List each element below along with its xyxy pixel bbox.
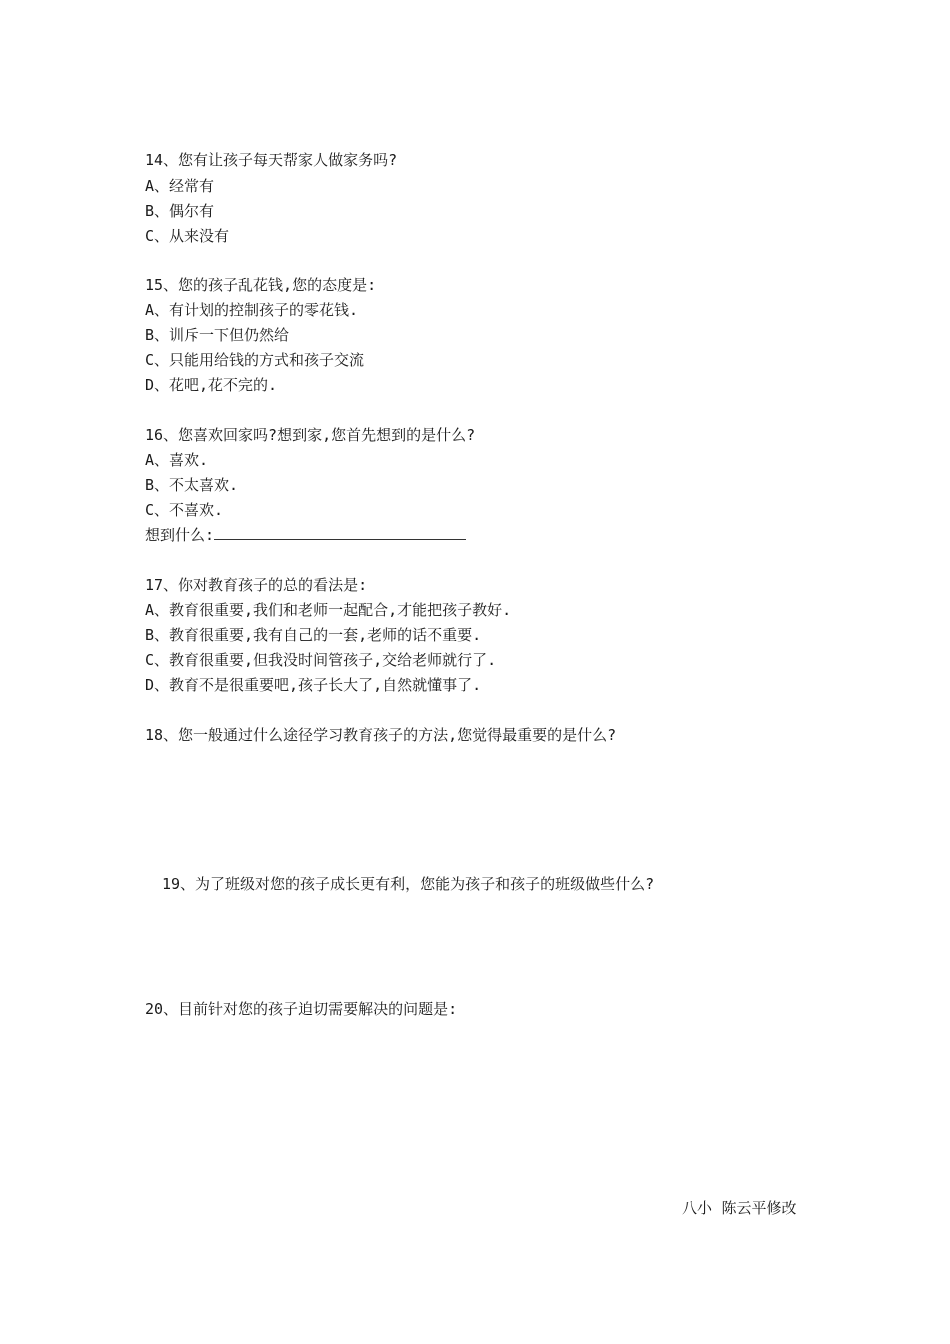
- q14-option-c: C、从来没有: [145, 227, 230, 245]
- q15-option-c: C、只能用给钱的方式和孩子交流: [145, 351, 365, 369]
- question-17: 17、你对教育孩子的总的看法是:: [145, 576, 368, 594]
- question-19: 19、为了班级对您的孩子成长更有利，您能为孩子和孩子的班级做些什么?: [162, 875, 655, 893]
- q16-fill-blank[interactable]: [214, 525, 466, 540]
- q15-option-b: B、训斥一下但仍然给: [145, 326, 290, 344]
- q16-option-a: A、喜欢.: [145, 451, 209, 469]
- question-15: 15、您的孩子乱花钱,您的态度是:: [145, 276, 377, 294]
- q17-option-c: C、教育很重要,但我没时间管孩子,交给老师就行了.: [145, 651, 497, 669]
- q14-option-a: A、经常有: [145, 177, 215, 195]
- q15-option-a: A、有计划的控制孩子的零花钱.: [145, 301, 359, 319]
- q15-option-d: D、花吧,花不完的.: [145, 376, 278, 394]
- footer-signature: 八小 陈云平修改: [682, 1199, 797, 1217]
- q16-fill-row: [145, 525, 466, 545]
- q17-option-a: A、教育很重要,我们和老师一起配合,才能把孩子教好.: [145, 601, 512, 619]
- question-14: 14、您有让孩子每天帮家人做家务吗?: [145, 151, 398, 169]
- q16-option-c: C、不喜欢.: [145, 501, 224, 519]
- q16-option-b: B、不太喜欢.: [145, 476, 239, 494]
- q16-fill-label: 想到什么:: [145, 526, 215, 544]
- question-18: 18、您一般通过什么途径学习教育孩子的方法,您觉得最重要的是什么?: [145, 726, 617, 744]
- q14-option-b: B、偶尔有: [145, 202, 215, 220]
- q17-option-d: D、教育不是很重要吧,孩子长大了,自然就懂事了.: [145, 676, 482, 694]
- question-16: 16、您喜欢回家吗?想到家,您首先想到的是什么?: [145, 426, 476, 444]
- question-20: 20、目前针对您的孩子迫切需要解决的问题是:: [145, 1000, 458, 1018]
- q17-option-b: B、教育很重要,我有自己的一套,老师的话不重要.: [145, 626, 482, 644]
